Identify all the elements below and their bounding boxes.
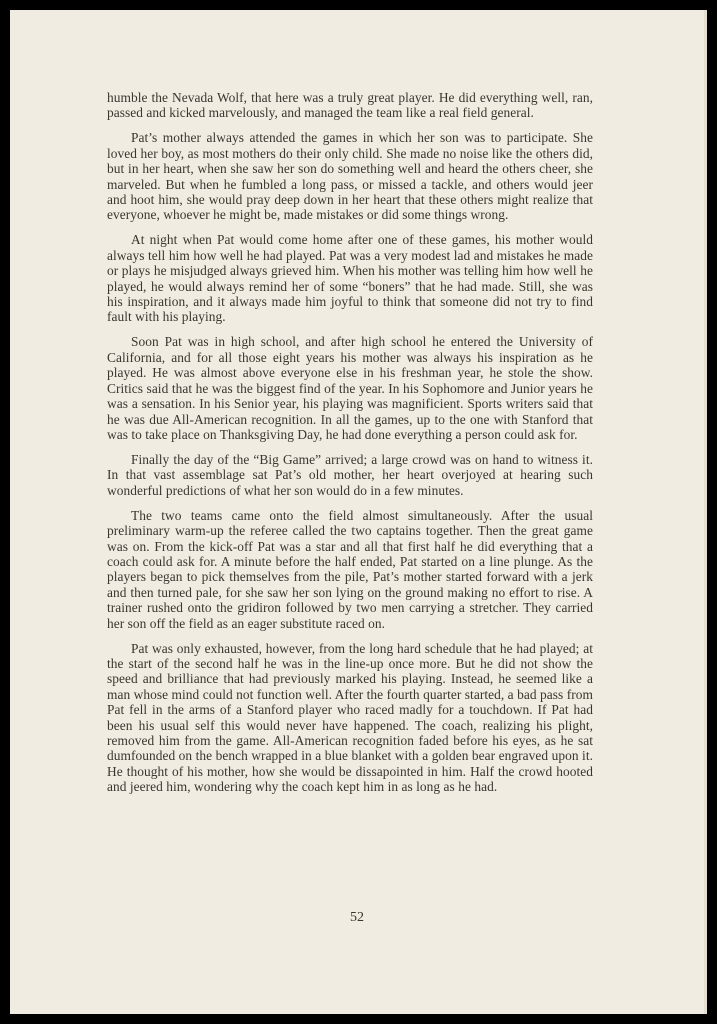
paragraph-1: humble the Nevada Wolf, that here was a truly great player. He did everything well, ran, passed and kicked marvelously, and managed the team like a real field general. <box>107 90 593 121</box>
page-number: 52 <box>350 910 364 925</box>
paragraph-6: The two teams came onto the field almost simultaneously. After the usual preliminary warm-up the referee called the two captains together. Then the great game was on. From the kick-off Pat was a star and all that first half he did everything that a coach could ask for. A minute before the half ended, Pat started on a line plunge. As the players began to pick themselves from the pile, Pat’s mother started forward with a jerk and then turned pale, for she saw her son lying on the ground making no effort to rise. A trainer rushed onto the gridiron followed by two men carrying a stretcher. They carried her son off the field as an eager substitute raced on. <box>107 507 593 631</box>
paragraph-5: Finally the day of the “Big Game” arrived; a large crowd was on hand to witness it. In that vast assemblage sat Pat’s old mother, her heart overjoyed at hearing such wonderful predictions of what her son would do in a few minutes. <box>107 451 593 498</box>
body-text <box>107 90 593 804</box>
paragraph-7: Pat was only exhausted, however, from the long hard schedule that he had played; at the start of the second half he was in the line-up once more. But he did not show the speed and brilliance that had previously marked his playing. Instead, he seemed like a man whose mind could not function well. After the fourth quarter started, a bad pass from Pat fell in the arms of a Stanford player who raced madly for a touchdown. If Pat had been his usual self this would never have happened. The coach, realizing his plight, removed him from the game. All-American recognition faded before his eyes, as he sat dumfounded on the bench wrapped in a blue blanket with a golden bear engraved upon it. He thought of his mother, how she would be dissapointed in him. Half the crowd hooted and jeered him, wondering why the coach kept him in as long as he had. <box>107 640 593 795</box>
paragraph-4: Soon Pat was in high school, and after high school he entered the University of California, and for all those eight years his mother was always his inspiration as he played. He was almost above everyone else in his freshman year, he stole the show. Critics said that he was the biggest find of the year. In his Sophomore and Junior years he was a sensation. In his Senior year, his playing was magnificient. Sports writers said that he was due All-American recognition. In all the games, up to the one with Stanford that was to take place on Thanksgiving Day, he had done everything a person could ask for. <box>107 334 593 442</box>
paragraph-2: Pat’s mother always attended the games in which her son was to participate. She loved her boy, as most mothers do their only child. She made no noise like the others did, but in her heart, when she saw her son do something well and heard the others cheer, she marveled. But when he fumbled a long pass, or missed a tackle, and others would jeer and hoot him, she would pray deep down in her heart that these others might realize that everyone, whoever he might be, made mistakes or did some things wrong. <box>107 130 593 223</box>
page <box>10 10 707 1014</box>
paragraph-3: At night when Pat would come home after one of these games, his mother would always tell him how well he had played. Pat was a very modest lad and mistakes he made or plays he misjudged always grieved him. When his mother was telling him how well he played, he would always remind her of some “boners” that he had made. Still, she was his inspiration, and it always made him joyful to think that someone did not try to find fault with his playing. <box>107 232 593 325</box>
